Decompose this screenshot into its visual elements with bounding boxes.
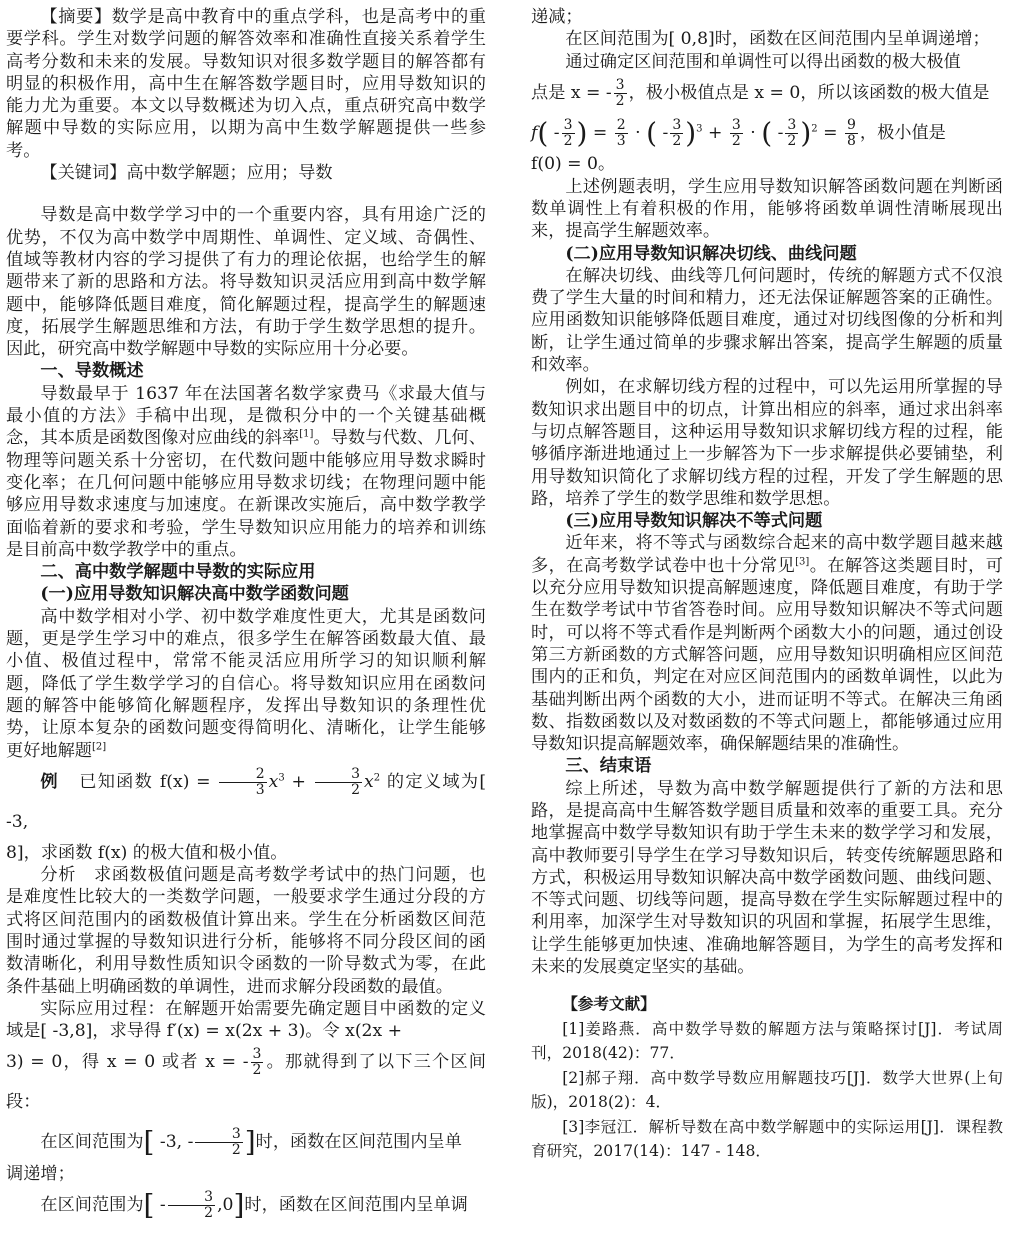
section-1-title: 一、导数概述 (40, 361, 144, 382)
subsection-2-paragraph-1: 在解决切线、曲线等几何问题时，传统的解题方式不仅浪费了学生大量的时间和精力，还无法保证解题答案的正确性。应用函数知识能够降低题目难度，通过对切线图像的分析和判断，让学生通过简单的步骤求解出答案，提高学生解题的质量和效率。 (531, 265, 1003, 376)
subsection-3-paragraph: 近年来，将不等式与函数综合起来的高中数学题目越来越多，在高考数学试卷中也十分常见[3]。在解答这类题目时，可以充分应用导数知识提高解题速度，降低题目难度，有助于学生在数学考试中节省答卷时间。应用导数知识解决不等式问题时，可以将不等式看作是判断两个函数大小的问题，通过创设第三方新函数的方式解答问题，应用导数知识明确相应区间范围内的正和负，判定在对应区间范围内的函数单调性，以此为基础判断出两个函数的大小，进而证明不等式。在解决三角函数、指数函数以及对数函数的不等式问题上，都能够通过应用导数知识提高解题效率，确保解题结果的准确性。 (531, 533, 1003, 755)
subsection-3-title: (三)应用导数知识解决不等式问题 (565, 511, 823, 532)
section-3-title: 三、结束语 (565, 756, 652, 777)
citation-2: [2] (91, 740, 107, 752)
subsection-2-title: (二)应用导数知识解决切线、曲线问题 (565, 243, 857, 264)
section-2-title: 二、高中数学解题中导数的实际应用 (40, 562, 316, 583)
citation-1: [1] (299, 428, 314, 440)
intro-paragraph: 导数是高中数学学习中的一个重要内容，具有用途广泛的优势，不仅为高中数学中周期性、单调性、定义域、奇偶性、值域等教材内容的学习提供了有力的理论依据，也给学生的解题带来了新的思路和方法。将导数知识灵活应用到高中数学解题中，能够降低题目难度，简化解题过程，提高学生的解题速度，拓展学生解题思维和方法，有助于学生数学思想的提升。因此，研究高中数学解题中导数的实际应用十分必要。 (6, 205, 486, 360)
interval-2: 在区间范围为[ - $\frac{3}{2}$ ,0]时，函数在区间范围内呈单调 (40, 1188, 468, 1222)
subsection-2-paragraph-2: 例如，在求解切线方程的过程中，可以先运用所掌握的导数知识求出题目中的切点，计算出相应的斜率，通过求出斜率与切点解答题目，这种运用导数知识求解切线方程的过程，能够循序渐进地通过上一步解答为下一步求解提供必要铺垫，利用导数知识简化了求解切线方程的过程，开发了学生解题的思路，培养了学生的数学思维和数学思想。 (531, 377, 1003, 509)
subsection-1-paragraph: 高中数学相对小学、初中数学难度性更大，尤其是函数问题，更是学生学习中的难点，很多学生在解答函数最大值、最小值、极值过程中，常常不能灵活应用所学习的知识顺利解题，降低了学生数学学习的自信心。将导数知识应用在函数问题的解答中能够简化解题程序，发挥出导数知识的条理性优势，让原本复杂的函数问题变得简明化、清晰化，让学生能够更好地解题[2] (6, 606, 486, 761)
extremum-line-1: 通过确定区间范围和单调性可以得出函数的极大极值 (565, 51, 961, 72)
analysis-paragraph: 分析 求函数极值问题是高考数学考试中的热门问题，也是难度性比较大的一类数学问题，一般要求学生通过分段的方式将区间范围内的函数极值计算出来。学生在分析函数区间范围时通过掌握的导数知识进行分析，能够将不同分段区间的函数清晰化，利用导数性质知识令函数的一阶导数式为零，在此条件基础上明确函数的单调性，进而求解分段函数的最值。 (6, 865, 486, 997)
interval-1-cont: 调递增； (6, 1163, 75, 1184)
section-3-paragraph: 综上所述，导数为高中数学解题提供行了新的方法和思路，是提高高中生解答数学题目质量和效率的重要工具。充分地掌握高中数学导数知识有助于学生未来的数学学习和发展，高中教师要引导学生在学习导数知识后，转变传统解题思路和方式，积极运用导数知识解决高中数学函数问题、曲线问题、不等式问题、切线等问题，提高导数在学生实际解题过程中的利用率，加深学生对导数知识的巩固和掌握，拓展学生思维，让学生能够更加快速、准确地解答题目，为学生的高考发挥和未来的发展奠定坚实的基础。 (531, 778, 1003, 978)
practice-line-2: 3) = 0，得 x = 0 或者 x = - $\frac{3}{2}$ 。那就得到了以下三个区间段： (6, 1046, 486, 1113)
interval-1: 在区间范围为[ -3, - $\frac{3}{2}$ ]时，函数在区间范围内呈单 (40, 1125, 462, 1159)
practice-line-1: 实际应用过程：在解题开始需要先确定题目中函数的定义域是[ -3,8]，求导得 f′(x) = x(2x + 3)。令 x(2x + (6, 998, 486, 1042)
interval-2-cont: 递减； (531, 7, 583, 27)
right-column (531, 6, 1003, 1164)
reference-2: [2]郝子翔．高中数学导数应用解题技巧[J]．数学大世界(上旬版)，2018(2)：4． (531, 1068, 1003, 1112)
extremum-min: f(0) = 0。 (531, 154, 616, 175)
reference-1: [1]姜路燕．高中数学导数的解题方法与策略探讨[J]．考试周刊，2018(42)：77． (531, 1019, 1003, 1063)
references-title: 【参考文献】 (562, 994, 656, 1014)
extremum-formula: f( - $\frac{3}{2}$ ) = $\frac{2}{3}$ · ( - $\frac{3}{2}$ )$^3$ + $\frac{3}{2}$ · ( - $\frac{3}{2}$ )$^2$ = $\frac{9}{8}$ ，极小值是 (531, 116, 946, 150)
left-column (6, 6, 486, 1226)
reference-3: [3]李冠江．解析导数在高中数学解题中的实际运用[J]．课程教育研究，2017(14)：147 - 148． (531, 1117, 1003, 1161)
keywords: 【关键词】高中数学解题；应用；导数 (40, 163, 333, 184)
example-line-2: 8]，求函数 f(x) 的极大值和极小值。 (6, 842, 288, 863)
subsection-1-title: (一)应用导数知识解决高中数学函数问题 (40, 584, 349, 605)
extremum-line-2: 点是 x = - $\frac{3}{2}$ ，极小极值点是 x = 0，所以该函数的极大值是 (531, 76, 990, 109)
example-line-1: 例 已知函数 f(x) = $\frac{2}{3}$ $x^3$ + $\frac{3}{2}$ $x^2$ 的定义域为[ -3, (6, 765, 487, 832)
section-1-paragraph: 导数最早于 1637 年在法国著名数学家费马《求最大值与最小值的方法》手稿中出现，是微积分中的一个关键基础概念，其本质是函数图像对应曲线的斜率[1]。导数与代数、几何、物理等问题关系十分密切，在代数问题中能够应用导数求瞬时变化率；在几何问题中能够应用导数求切线；在物理问题中能够应用导数求速度与加速度。在新课改实施后，高中数学教学面临着新的要求和考验，学生导数知识应用能力的培养和训练是目前高中数学教学中的重点。 (6, 383, 486, 560)
interval-3: 在区间范围为[ 0,8]时，函数在区间范围内呈单调递增； (565, 29, 990, 50)
conclusion-example: 上述例题表明，学生应用导数知识解答函数问题在判断函数单调性上有着积极的作用，能够将函数单调性清晰展现出来，提高学生解题效率。 (531, 176, 1003, 242)
example-label: 例 (40, 771, 59, 792)
abstract: 【摘要】数学是高中教育中的重点学科，也是高考中的重要学科。学生对数学问题的解答效率和准确性直接关系着学生高考分数和未来的发展。导数知识对很多数学题目的解答都有明显的积极作用，高中生在解答数学题目时，应用导数知识的能力尤为重要。本文以导数概述为切入点，重点研究高中数学解题中导数的实际应用，以期为高中生数学解题提供一些参考。 (6, 7, 486, 161)
citation-3: [3] (795, 556, 810, 567)
